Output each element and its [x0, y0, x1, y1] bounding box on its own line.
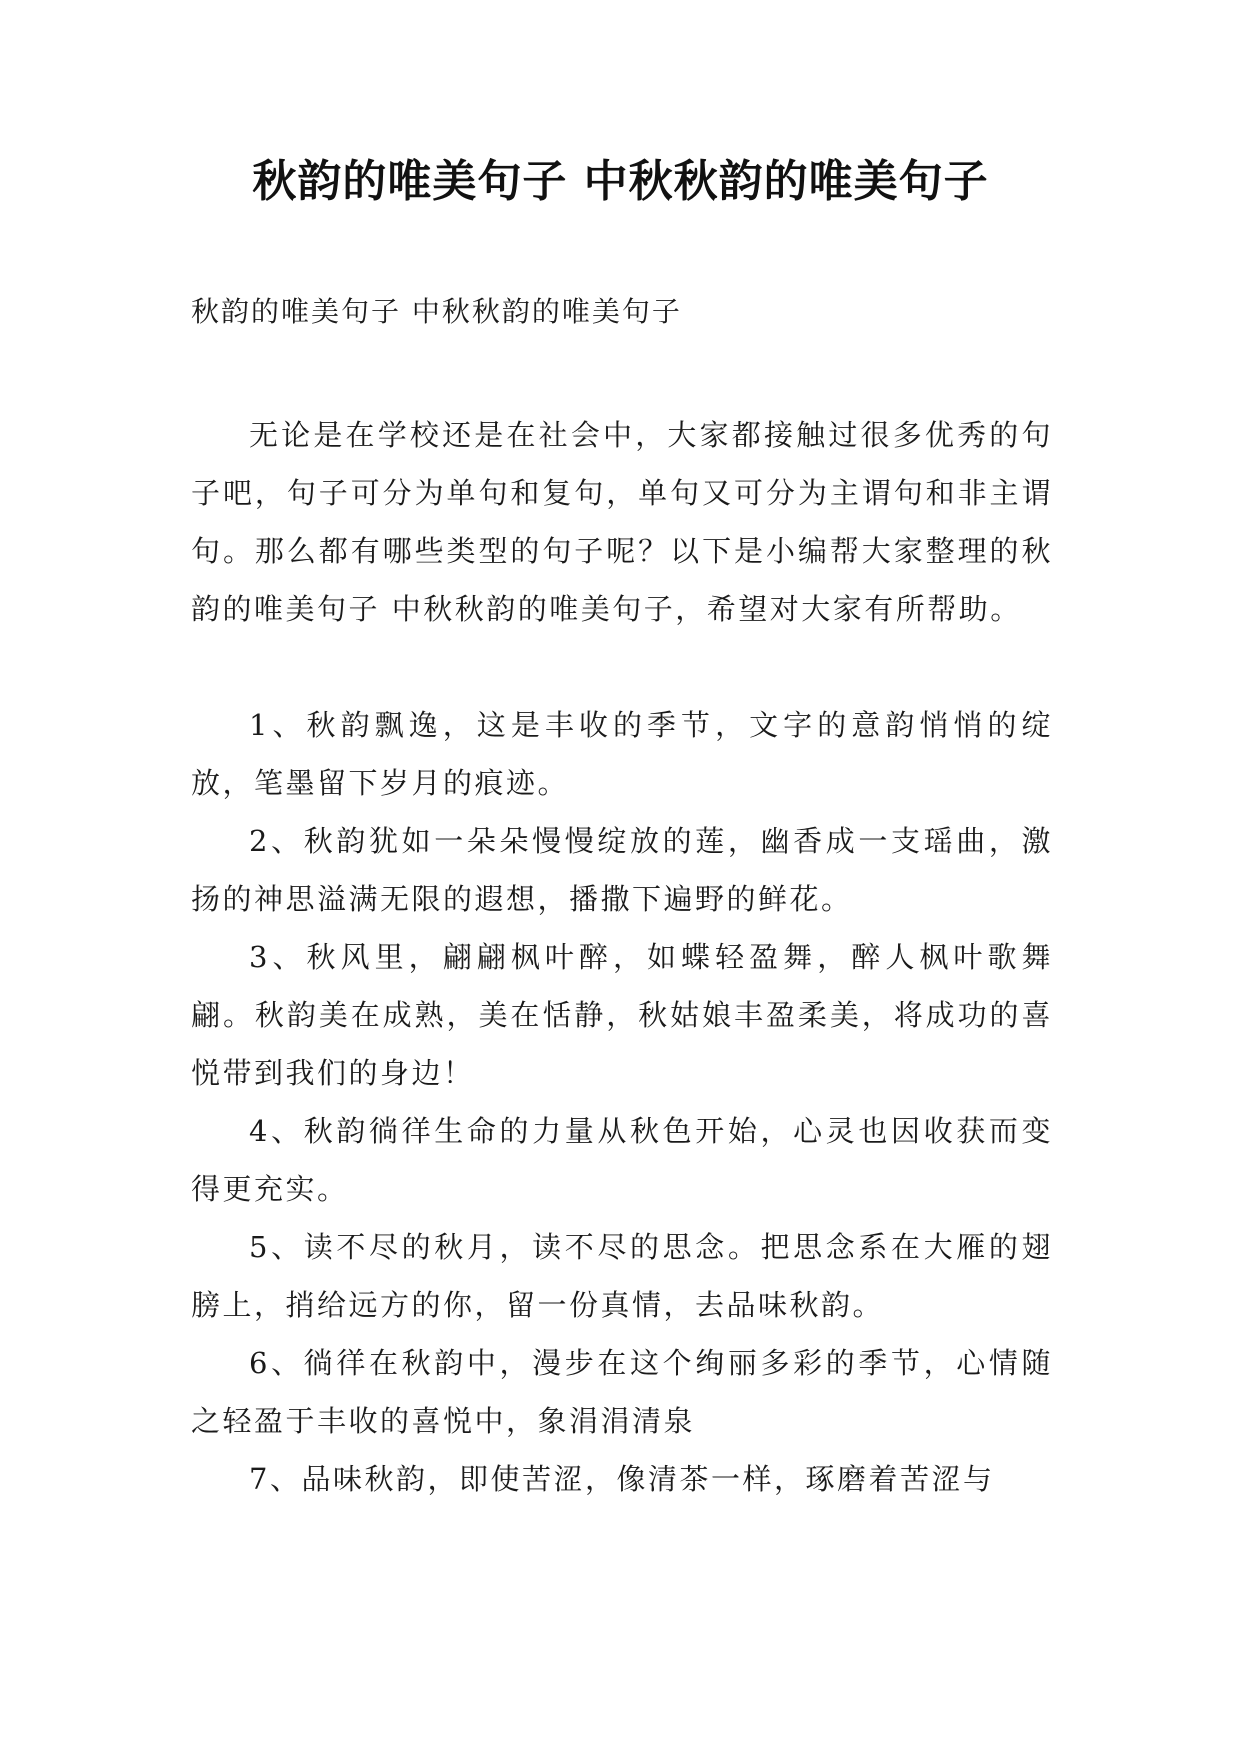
list-item: 3、秋风里，翩翩枫叶醉，如蝶轻盈舞，醉人枫叶歌舞翩。秋韵美在成熟，美在恬静，秋姑娘丰盈柔美，将成功的喜悦带到我们的身边！	[191, 940, 1053, 1090]
intro-paragraph: 无论是在学校还是在社会中，大家都接触过很多优秀的句子吧，句子可分为单句和复句，单句又可分为主谓句和非主谓句。那么都有哪些类型的句子呢？以下是小编帮大家整理的秋韵的唯美句子 中秋秋韵的唯美句子，希望对大家有所帮助。	[191, 418, 1053, 626]
list-item: 6、徜徉在秋韵中，漫步在这个绚丽多彩的季节，心情随之轻盈于丰收的喜悦中，象涓涓清泉	[191, 1346, 1053, 1438]
list-item: 2、秋韵犹如一朵朵慢慢绽放的莲，幽香成一支瑶曲，激扬的神思溢满无限的遐想，播撒下遍野的鲜花。	[191, 824, 1053, 916]
list-item: 4、秋韵徜徉生命的力量从秋色开始，心灵也因收获而变得更充实。	[191, 1114, 1053, 1206]
document-body	[191, 406, 1053, 1508]
document-title: 秋韵的唯美句子 中秋秋韵的唯美句子	[252, 156, 989, 207]
list-item: 5、读不尽的秋月，读不尽的思念。把思念系在大雁的翅膀上，捎给远方的你，留一份真情，去品味秋韵。	[191, 1230, 1053, 1322]
document-subtitle: 秋韵的唯美句子 中秋秋韵的唯美句子	[191, 295, 682, 328]
list-item: 1、秋韵飘逸，这是丰收的季节，文字的意韵悄悄的绽放，笔墨留下岁月的痕迹。	[191, 708, 1053, 800]
list-item: 7、品味秋韵，即使苦涩，像清茶一样，琢磨着苦涩与	[249, 1462, 995, 1496]
